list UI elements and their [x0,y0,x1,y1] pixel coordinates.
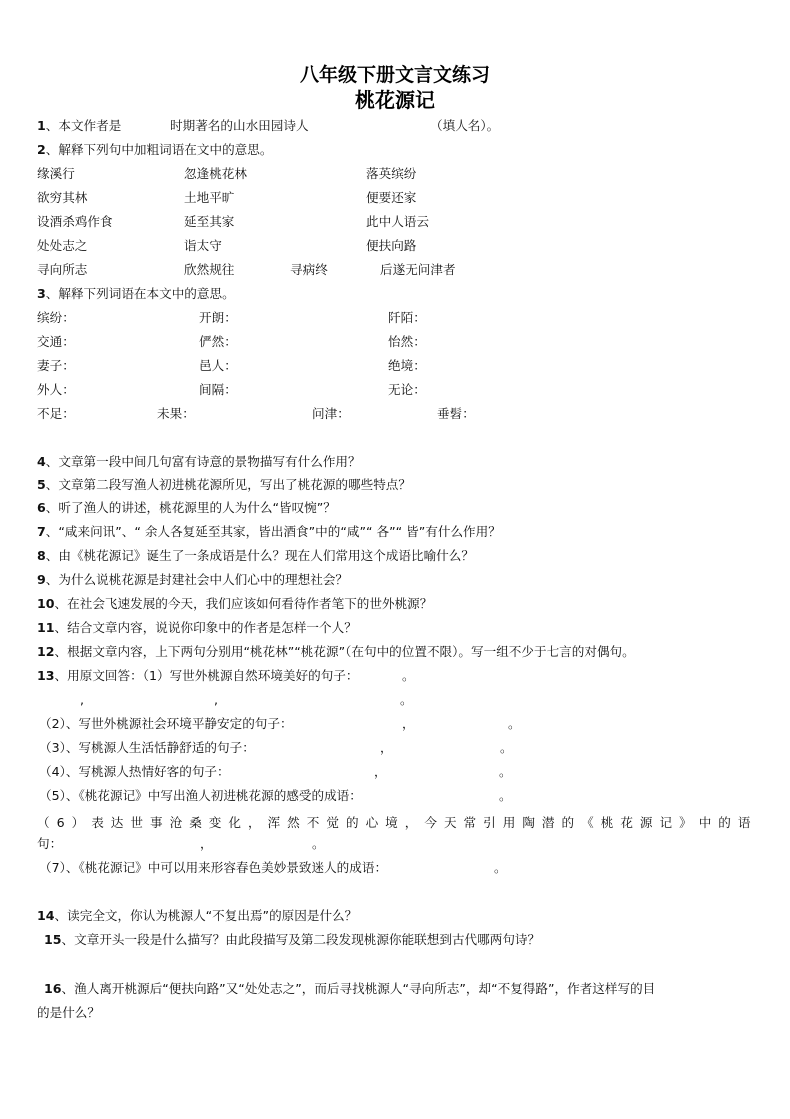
q2-phrase: 寻病终 [290,262,328,277]
answer-blank-mark: ， [374,764,387,779]
lesson-title: 桃花源记 [355,88,435,112]
q2-phrase: 落英缤纷 [366,166,417,181]
question-15: 15、文章开头一段是什么描写？由此段描写及第二段发现桃源你能联想到古代哪两句诗？ [44,932,541,947]
question-1-mid: 时期著名的山水田园诗人 [170,118,309,133]
q3-term: 开朗： [199,310,237,325]
q3-term: 间隔： [199,382,237,397]
q3-term: 俨然： [199,334,237,349]
q2-phrase: 诣太守 [184,238,222,253]
q2-phrase: 土地平旷 [184,190,235,205]
q2-phrase: 延至其家 [184,214,235,229]
q2-phrase: 欲穷其林 [37,190,88,205]
question-11: 11、结合文章内容，说说你印象中的作者是怎样一个人？ [37,620,357,635]
answer-blank-mark: 。 [499,788,512,803]
question-16: 16、渔人离开桃源后“便扶向路”又“处处志之”，而后寻找桃源人“寻向所志”，却“不复得路”，作者这样写的目 [44,981,656,996]
q3-term: 怡然： [388,334,426,349]
worksheet-title: 八年级下册文言文练习 [299,64,490,86]
q3-term: 交通： [37,334,75,349]
q2-phrase: 忽逢桃花林 [184,166,247,181]
question-6: 6、听了渔人的讲述，桃花源里的人为什么“皆叹惋”？ [37,500,336,515]
answer-blank-mark: 。 [400,692,413,707]
q13-item-4: （4）、写桃源人热情好客的句子： [39,764,230,779]
q13-item-5: （5）、《桃花源记》中写出渔人初进桃花源的感受的成语： [39,788,362,803]
question-14: 14、读完全文，你认为桃源人“不复出焉”的原因是什么？ [37,908,358,923]
answer-blank-mark: ， [200,836,213,851]
question-2: 2、解释下列句中加粗词语在文中的意思。 [37,142,273,157]
answer-blank-mark: 。 [508,716,521,731]
q13-item-6: （6）表达世事沧桑变化，浑然不觉的心境，今天常引用陶潜的《桃花源记》中的语 [37,815,751,830]
question-9: 9、为什么说桃花源是封建社会中人们心中的理想社会？ [37,572,349,587]
q3-term: 邑人： [199,358,237,373]
answer-blank-mark: 。 [494,860,507,875]
q3-term: 阡陌： [388,310,426,325]
q13-item-3: （3）、写桃源人生活恬静舒适的句子： [39,740,255,755]
question-7: 7、“咸来问讯”、“ 余人各复延至其家，皆出酒食”中的“咸”“ 各”“ 皆”有什么作用？ [37,524,501,539]
question-10: 10、在社会飞速发展的今天，我们应该如何看待作者笔下的世外桃源？ [37,596,433,611]
q3-term: 妻子： [37,358,75,373]
question-3: 3、解释下列词语在本文中的意思。 [37,286,235,301]
q2-phrase: 后遂无问津者 [380,262,456,277]
q3-term: 绝境： [388,358,426,373]
question-4: 4、文章第一段中间几句富有诗意的景物描写有什么作用？ [37,454,361,469]
question-12: 12、根据文章内容，上下两句分别用“桃花林”“桃花源”（在句中的位置不限）。写一组不少于七言的对偶句。 [37,644,635,659]
q13-item-7: （7）、《桃花源记》中可以用来形容春色美妙景致迷人的成语： [39,860,388,875]
question-8: 8、由《桃花源记》诞生了一条成语是什么？现在人们常用这个成语比喻什么？ [37,548,474,563]
q13-item-2: （2）、写世外桃源社会环境平静安定的句子： [39,716,293,731]
question-1: 1、本文作者是 [37,118,122,133]
q3-term: 缤纷： [37,310,75,325]
q3-term: 不足： [37,406,75,421]
q3-term: 无论： [388,382,426,397]
q3-term: 问津： [312,406,350,421]
answer-blank-mark: , [214,692,219,707]
answer-blank-mark: 。 [500,740,513,755]
q2-phrase: 便扶向路 [366,238,417,253]
q3-term: 未果： [157,406,195,421]
q2-phrase: 寻向所志 [37,262,88,277]
question-16-continued: 的是什么？ [37,1005,100,1020]
q2-phrase: 便要还家 [366,190,417,205]
q2-phrase: 缘溪行 [37,166,75,181]
question-13: 13、用原文回答：（1）写世外桃源自然环境美好的句子： [37,668,359,683]
q2-phrase: 设酒杀鸡作食 [37,214,113,229]
q2-phrase: 欣然规往 [184,262,235,277]
q2-phrase: 此中人语云 [366,214,429,229]
answer-blank-mark: ， [402,716,415,731]
question-1-end: （填人名）。 [430,118,500,133]
q13-item-6-continued: 句： [37,836,63,851]
q2-phrase: 处处志之 [37,238,88,253]
answer-blank-mark: 。 [499,764,512,779]
q13-end-mark: 。 [402,668,415,683]
answer-blank-mark: , [80,692,85,707]
question-5: 5、文章第二段写渔人初进桃花源所见，写出了桃花源的哪些特点？ [37,477,411,492]
answer-blank-mark: 。 [312,836,325,851]
q3-term: 垂髫： [437,406,475,421]
answer-blank-mark: ， [380,740,393,755]
q3-term: 外人： [37,382,75,397]
